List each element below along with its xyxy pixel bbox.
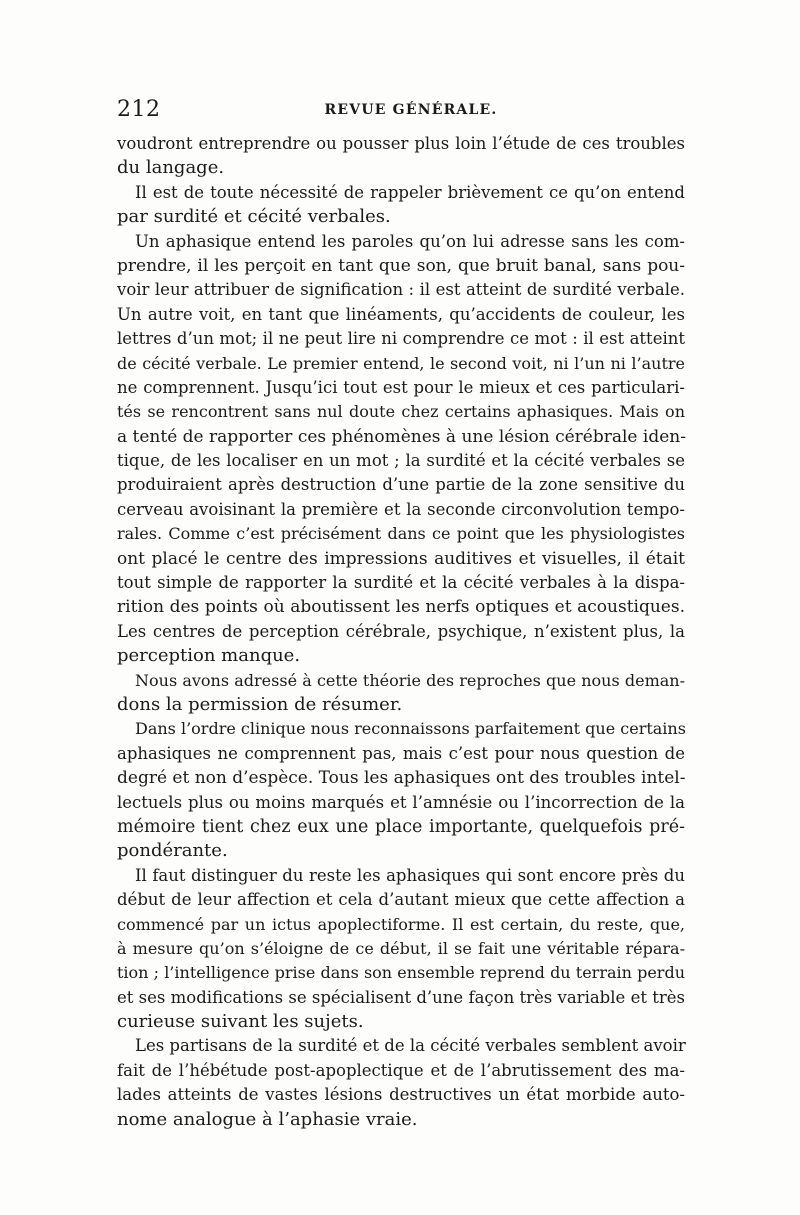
text-line: voir leur attribuer de signification : il est atteint de surdité verbale. [117,280,685,300]
text-line: tion ; l’intelligence prise dans son ensemble reprend du terrain perdu [117,963,685,983]
page-number: 212 [117,97,161,122]
text-line: Dans l’ordre clinique nous reconnaissons parfaitement que certains [135,719,686,739]
text-line: Nous avons adressé à cette théorie des reproches que nous deman- [135,670,685,690]
running-head [117,98,685,128]
text-line: tés se rencontrent sans nul doute chez certains aphasiques. Mais on [117,402,685,422]
text-line: Il faut distinguer du reste les aphasiques qui sont encore près du [135,865,685,885]
text-line: à mesure qu’on s’éloigne de ce début, il se fait une véritable répara- [117,938,685,958]
text-line: par surdité et cécité verbales. [117,206,391,228]
text-line: mémoire tient chez eux une place importante, quelquefois pré- [117,816,685,837]
text-line: du langage. [117,157,225,179]
text-line: ont placé le centre des impressions auditives et visuelles, il était [117,548,685,569]
text-line: rition des points où aboutissent les nerfs optiques et acoustiques. [117,597,685,618]
text-line: lectuels plus ou moins marqués et l’amnésie ou l’incorrection de la [117,792,685,812]
running-title: REVUE GÉNÉRALE. [324,102,498,118]
text-line: perception manque. [117,645,301,667]
text-line: aphasiques ne comprennent pas, mais c’est pour nous question de [117,743,685,763]
text-line: tout simple de rapporter la surdité et la cécité verbales à la dispa- [117,573,685,593]
body-text [117,132,685,1132]
text-line: Un aphasique entend les paroles qu’on lui adresse sans les com- [135,231,685,251]
text-line: pondérante. [117,840,228,862]
text-line: curieuse suivant les sujets. [117,1011,364,1033]
text-line: fait de l’hébétude post-apoplectique et de l’abrutissement des ma- [117,1060,685,1080]
text-line: Les partisans de la surdité et de la cécité verbales semblent avoir [135,1036,686,1056]
text-line: et ses modifications se spécialisent d’une façon très variable et très [117,987,685,1007]
text-line: degré et non d’espèce. Tous les aphasiques ont des troubles intel- [117,768,686,789]
text-line: Les centres de perception cérébrale, psychique, n’existent plus, la [117,621,685,641]
text-line: prendre, il les perçoit en tant que son, que bruit banal, sans pou- [117,255,685,276]
text-line: Il est de toute nécessité de rappeler brièvement ce qu’on entend [135,182,685,202]
text-line: voudront entreprendre ou pousser plus loin l’étude de ces troubles [117,134,685,153]
text-line: commencé par un ictus apoplectiforme. Il est certain, du reste, que, [117,914,685,934]
text-line: de cécité verbale. Le premier entend, le second voit, ni l’un ni l’autre [117,353,685,373]
text-line: dons la permission de résumer. [117,693,403,715]
text-line: rales. Comme c’est précisément dans ce point que les physiologistes [117,524,685,544]
text-line: nome analogue à l’aphasie vraie. [117,1108,418,1130]
text-line: lades atteints de vastes lésions destructives un état morbide auto- [117,1085,685,1105]
text-line: produiraient après destruction d’une partie de la zone sensitive du [117,475,685,495]
text-line: tique, de les localiser en un mot ; la surdité et la cécité verbales se [117,451,685,471]
text-line: Un autre voit, en tant que linéaments, qu’accidents de couleur, les [117,304,685,324]
text-line: début de leur affection et cela d’autant mieux que cette affection a [117,890,685,910]
text-line: lettres d’un mot; il ne peut lire ni comprendre ce mot : il est atteint [117,329,685,349]
text-line: ne comprennent. Jusqu’ici tout est pour le mieux et ces particulari- [117,377,685,397]
text-line: cerveau avoisinant la première et la seconde circonvolution tempo- [117,499,685,519]
text-line: a tenté de rapporter ces phénomènes à une lésion cérébrale iden- [117,426,686,447]
